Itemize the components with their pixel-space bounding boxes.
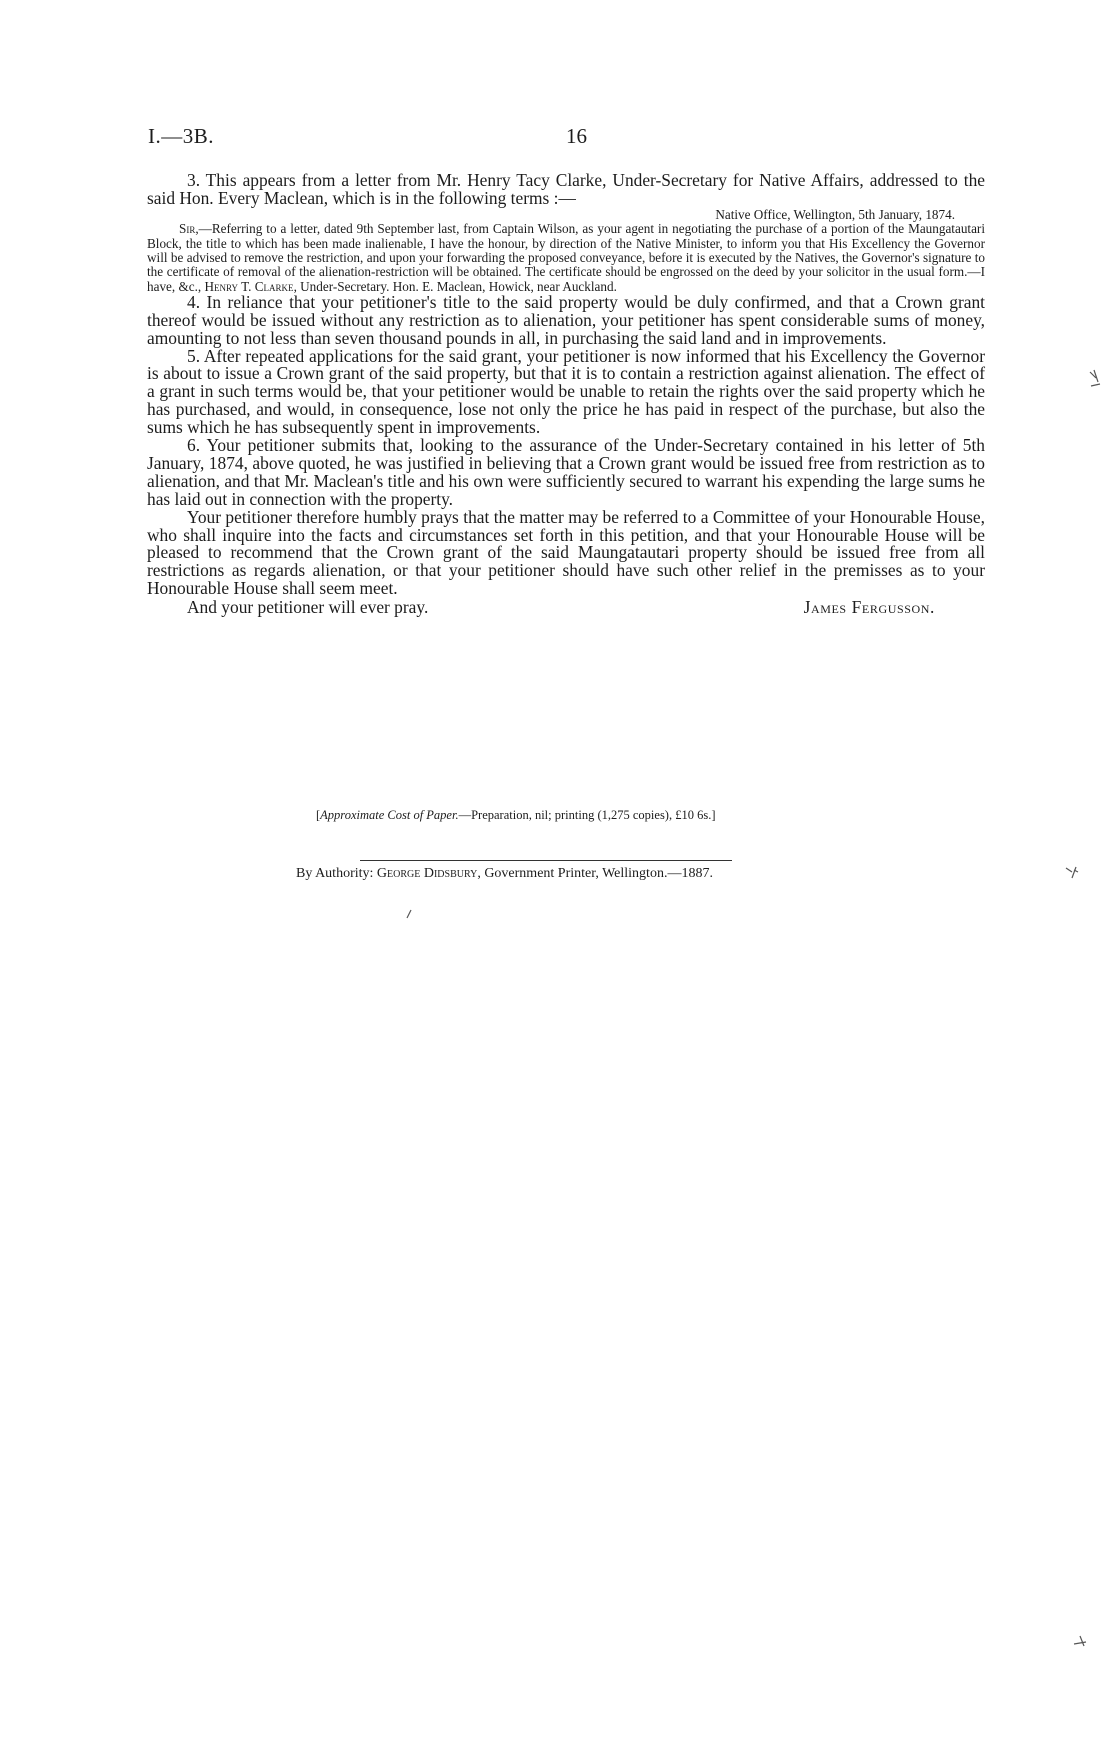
cost-label: Approximate Cost of Paper. [320,808,459,822]
letter-salutation: Sir [179,221,196,237]
paper-reference: I.—3B. [148,124,214,148]
cost-text: —Preparation, nil; printing (1,275 copies), £10 6s. [458,808,712,822]
letter-close: , Under-Secretary. Hon. E. Maclean, Howick, near Auckland. [293,278,617,294]
scan-mark-2 [1064,864,1080,884]
letter-dateline: Native Office, Wellington, 5th January, 1874. [715,206,955,222]
letter-body-text: ,—Referring to a letter, dated 9th September last, from Captain Wilson, as your agent in negotiating the purchase of a portion of the Maungatautari Block, the title to which has been made inalienable, I have the honour, by direction of the Native Minister, to inform you that His Excellency the Governor will be advised to remove the restriction, and upon your forwarding the proposed conveyance, before it is executed by the Natives, the Governor's signature to the certificate of removal of the alienation-restriction will be obtained. The certificate should be engrossed on the deed by your solicitor in the usual form.—I have, &c., [147,221,985,294]
petitioner-signature: James Fergusson. [803,597,935,618]
imprint-suffix: , Government Printer, Wellington.—1887. [477,866,713,881]
prayer-paragraph: Your petitioner therefore humbly prays that the matter may be referred to a Committee of your Honourable House, who shall inquire into the facts and circumstances set forth in this petition, and that your Honourable House will be pleased to recommend that the Crown grant of the said Maungatautari property should be issued free from all restrictions as regards alienation, or that your petitioner should have such other relief in the premisses as to your Honourable House shall seem meet. [147,506,985,599]
footer-divider [360,860,732,861]
paragraph-6: 6. Your petitioner submits that, looking to the assurance of the Under-Secretary contained in his letter of 5th January, 1874, above quoted, he was justified in believing that a Crown grant would be issued free from restriction as to alienation, and that Mr. Maclean's title and his own were sufficiently secured to warrant his expending the large sums he has laid out in connection with the property. [147,435,985,509]
imprint-prefix: By Authority: [296,866,377,881]
paragraph-4: 4. In reliance that your petitioner's title to the said property would be duly confirmed, and that a Crown grant thereof would be issued without any restriction as to alienation, your petitioner has spent considerable sums of money, amounting to not less than seven thousand pounds in all, in purchasing the said land and in improvements. [147,291,985,348]
page-header [148,124,986,154]
page-number: 16 [566,124,587,148]
printer-name: George Didsbury [376,866,478,881]
printer-imprint [296,866,856,882]
paragraph-5: 5. After repeated applications for the said grant, your petitioner is now informed that his Excellency the Governor is about to issue a Crown grant of the said property, but that it is to contain a restriction against alienation. The effect of a grant in such terms would be, that your petitioner would be unable to retain the rights over the said property which he has purchased, and would, in consequence, lose not only the price he has paid in respect of the purchase, but also the sums which he has subsequently spent in improvements. [147,345,985,438]
quoted-letter [147,222,985,293]
petition-body [147,172,985,618]
cost-open-bracket: [ [316,808,321,822]
letter-signatory: Henry T. Clarke [204,278,294,294]
cost-of-paper-note [316,808,836,823]
scan-mark-4 [1072,1632,1088,1650]
scan-mark-1 [1088,368,1102,390]
scan-mark-3 [405,908,413,920]
closing-row [147,598,985,618]
paragraph-3: 3. This appears from a letter from Mr. Henry Tacy Clarke, Under-Secretary for Native Affairs, addressed to the said Hon. Every Maclean, which is in the following terms :— [147,170,985,208]
closing-line: And your petitioner will ever pray. [187,597,429,618]
cost-close-bracket: ] [711,808,716,822]
